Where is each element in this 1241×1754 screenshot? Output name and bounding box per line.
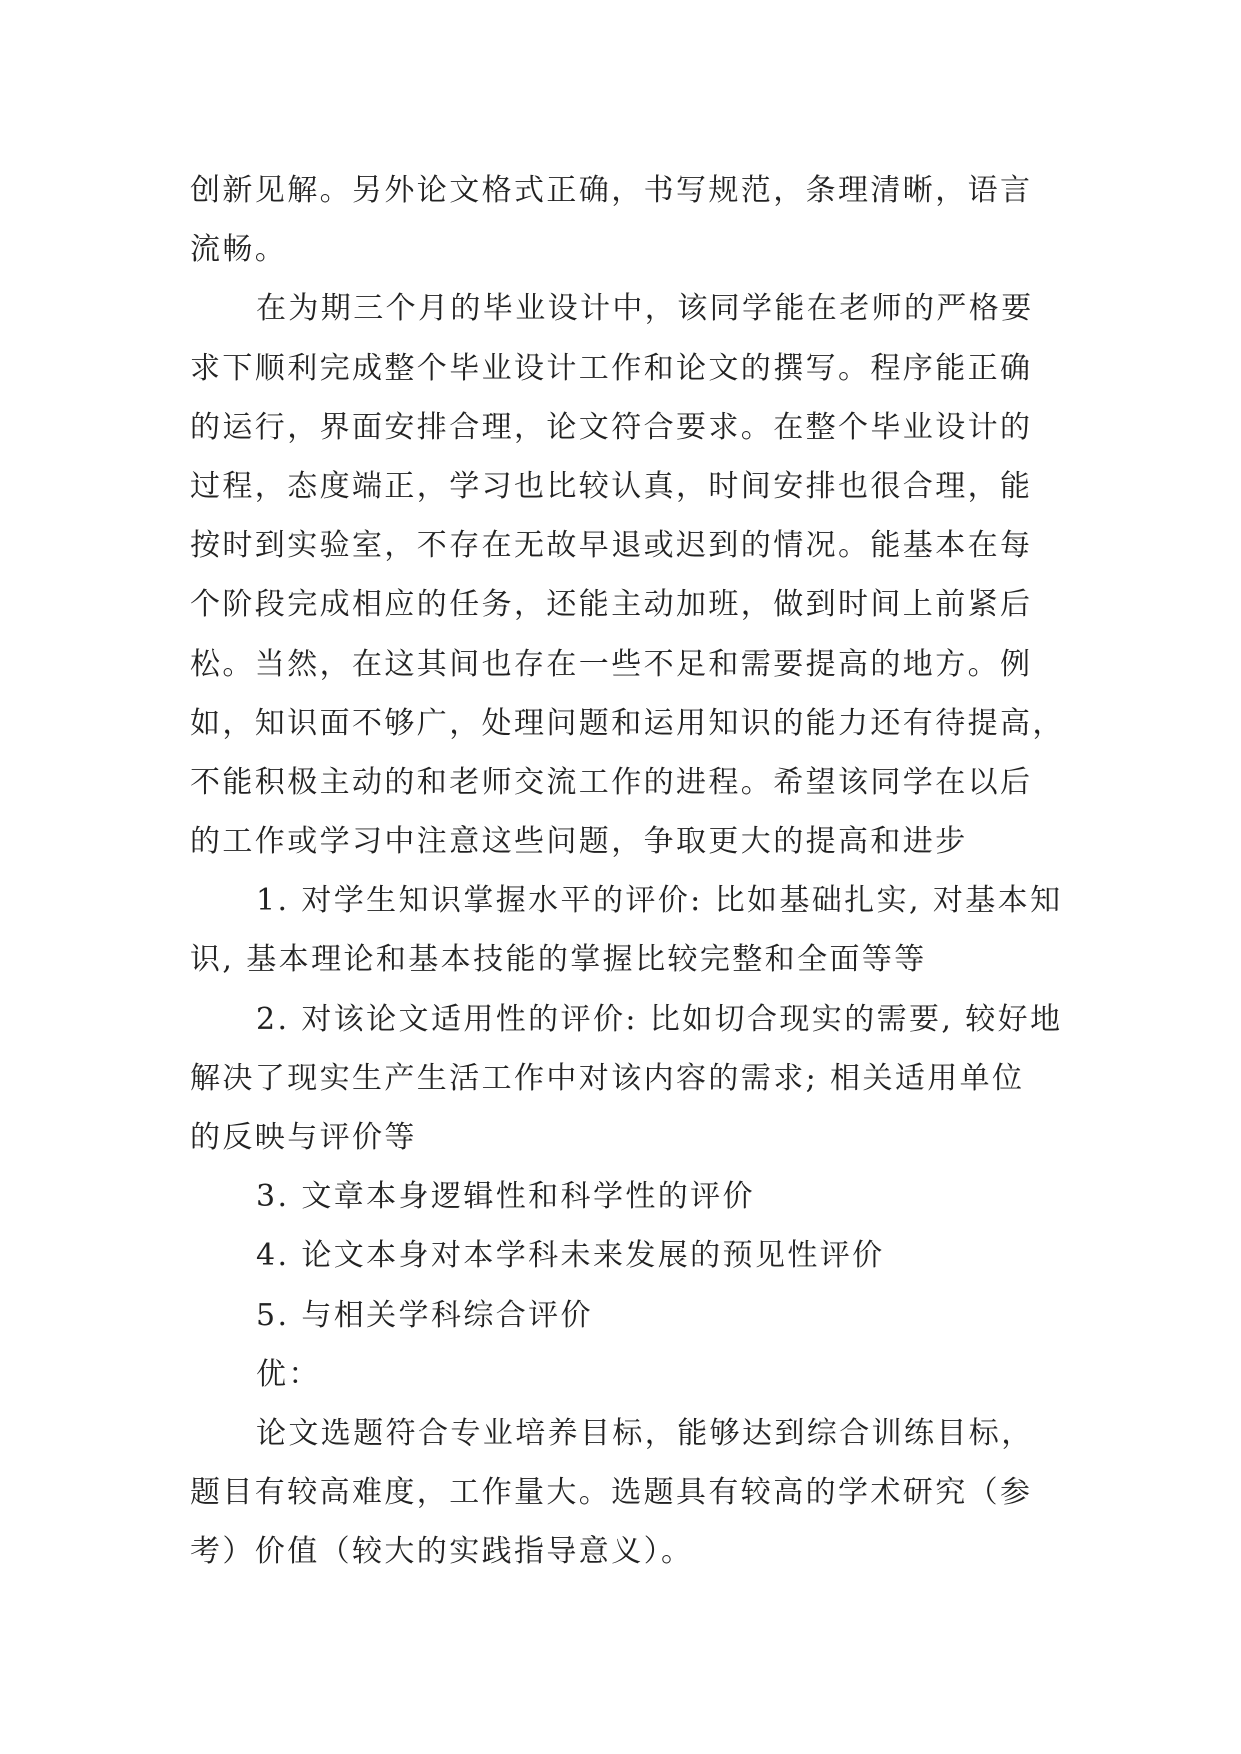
paragraph-start-line: 论文选题符合专业培养目标，能够达到综合训练目标， [256,1415,1034,1451]
text-line: 过程，态度端正，学习也比较认真，时间安排也很合理，能 [190,468,1033,504]
text-line: 的运行，界面安排合理，论文符合要求。在整个毕业设计的 [190,409,1033,445]
text-line: 松。当然，在这其间也存在一些不足和需要提高的地方。例 [190,646,1033,682]
text-line: 题目有较高难度，工作量大。选题具有较高的学术研究（参 [190,1475,1033,1511]
text-line: 的工作或学习中注意这些问题，争取更大的提高和进步 [190,824,968,860]
list-item-line: 2. 对该论文适用性的评价: 比如切合现实的需要, 较好地 [256,1001,1063,1037]
text-line: 考）价值（较大的实践指导意义）。 [190,1534,694,1570]
text-line: 的反映与评价等 [190,1120,417,1155]
text-line: 求下顺利完成整个毕业设计工作和论文的撰写。程序能正确 [190,350,1033,386]
text-line: 流畅。 [190,232,288,268]
text-line: 按时到实验室，不存在无故早退或迟到的情况。能基本在每 [190,528,1033,564]
text-line: 不能积极主动的和老师交流工作的进程。希望该同学在以后 [190,764,1033,800]
document-body [190,161,1065,1582]
text-line: 解决了现实生产生活工作中对该内容的需求; 相关适用单位 [190,1060,1025,1096]
section-label-line: 优： [256,1356,321,1392]
text-line: 个阶段完成相应的任务，还能主动加班，做到时间上前紧后 [190,587,1033,623]
list-item-line: 5. 与相关学科综合评价 [256,1297,593,1333]
list-item-line: 4. 论文本身对本学科未来发展的预见性评价 [256,1238,885,1274]
list-item-line: 3. 文章本身逻辑性和科学性的评价 [256,1179,755,1215]
text-line: 识, 基本理论和基本技能的掌握比较完整和全面等等 [190,942,927,978]
paragraph-start-line: 在为期三个月的毕业设计中，该同学能在老师的严格要 [256,291,1034,327]
list-item-line: 1. 对学生知识掌握水平的评价: 比如基础扎实, 对基本知 [256,883,1063,919]
text-line: 创新见解。另外论文格式正确，书写规范，条理清晰，语言 [190,173,1033,208]
text-line: 如，知识面不够广，处理问题和运用知识的能力还有待提高， [190,705,1065,741]
